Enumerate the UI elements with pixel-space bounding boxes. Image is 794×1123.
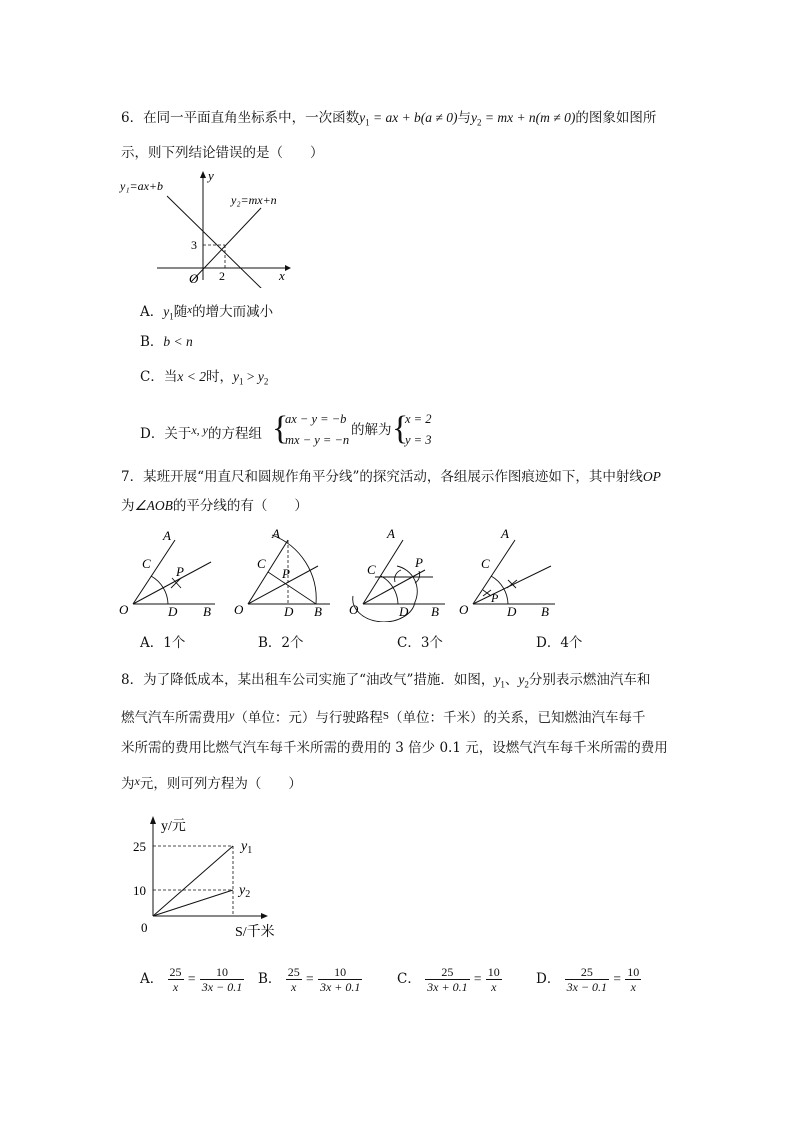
q6-option-c-y2: y bbox=[257, 369, 264, 384]
q7-f4-label-b: B bbox=[541, 604, 549, 619]
q8-b-ln: 25 bbox=[287, 965, 300, 979]
q8-ylabel: y/元 bbox=[161, 819, 186, 834]
q7-option-d[interactable]: D．4个 bbox=[536, 635, 583, 651]
q7-f1-label-a: A bbox=[163, 528, 171, 543]
q7-f4-label-c: C bbox=[481, 556, 490, 571]
q8-stem-y1-sub: 1 bbox=[500, 679, 505, 690]
q8-option-d-right-frac bbox=[625, 965, 641, 994]
q7-f3-label-d: D bbox=[399, 604, 409, 619]
q8-a-rn: 10 bbox=[200, 965, 244, 980]
q7-stem-op: OP bbox=[642, 469, 661, 484]
q6-line-y1 bbox=[167, 196, 263, 288]
q6-axis-x-label: x bbox=[279, 268, 285, 283]
q7-figure-3 bbox=[345, 522, 455, 622]
q8-c-rd: x bbox=[491, 980, 497, 994]
q6-tick-3: 3 bbox=[191, 238, 197, 252]
q8-stem-y2: y bbox=[518, 672, 525, 687]
q7-option-c[interactable]: C．3个 bbox=[397, 635, 443, 651]
q6-option-d-brace-2: { bbox=[392, 410, 409, 447]
q6-option-c-mid: 时， bbox=[205, 369, 233, 385]
q8-a-ld: x bbox=[172, 980, 179, 994]
q7-f3-label-o: O bbox=[349, 602, 359, 617]
q8-option-b-eq: = bbox=[306, 971, 314, 986]
q8-option-a-eq: = bbox=[187, 971, 196, 986]
q8-xlabel: S/千米 bbox=[235, 925, 275, 940]
q6-option-c-sub1: 1 bbox=[238, 376, 244, 387]
q6-option-a-x: x bbox=[187, 304, 193, 316]
q8-line-y1 bbox=[153, 846, 233, 916]
q6-option-d-vars: x, y bbox=[191, 423, 208, 437]
q7-f3-label-c: C bbox=[367, 562, 376, 577]
q8-d-ld: 3x − 0.1 bbox=[566, 980, 608, 994]
q8-stem-text4a: 为 bbox=[121, 776, 135, 792]
q6-option-a[interactable] bbox=[140, 301, 273, 326]
q8-option-a-letter: A． bbox=[140, 971, 164, 987]
q7-figure-4 bbox=[455, 522, 565, 622]
q7-figure-1 bbox=[115, 522, 225, 622]
q6-option-d-brace-1: { bbox=[272, 410, 289, 447]
q8-option-c[interactable] bbox=[397, 962, 502, 996]
q8-origin: 0 bbox=[141, 920, 148, 935]
q8-stem-line2 bbox=[121, 706, 645, 727]
q7-stem-line1 bbox=[121, 468, 661, 486]
q7-figure-2 bbox=[230, 522, 340, 622]
q7-f2-label-b: B bbox=[314, 604, 322, 619]
q8-option-b-letter: B． bbox=[258, 971, 282, 987]
q8-figure bbox=[125, 808, 295, 943]
q7-stem-end: 的平分线的有（ ） bbox=[172, 498, 308, 514]
q8-b-ld: x bbox=[291, 980, 297, 994]
q7-stem-angle: ∠AOB bbox=[134, 498, 173, 513]
q8-option-a-left-frac bbox=[168, 965, 184, 994]
q7-f1-label-b: B bbox=[203, 604, 211, 619]
q8-option-d-letter: D． bbox=[536, 971, 561, 987]
q6-option-c-letter: C．当 bbox=[140, 369, 178, 385]
q7-f2-label-a: A bbox=[272, 526, 280, 541]
q8-a-rd: 3x − 0.1 bbox=[201, 980, 243, 994]
q8-b-rd: 3x + 0.1 bbox=[319, 980, 361, 994]
q6-option-c-cond: x < 2 bbox=[177, 369, 206, 384]
q6-option-d-letter: D．关于 bbox=[140, 426, 192, 442]
q8-stem-text1-end: 分别表示燃油汽车和 bbox=[528, 672, 651, 688]
q6-func1-sub: 1 bbox=[365, 117, 370, 128]
q6-option-b[interactable] bbox=[140, 333, 193, 351]
q8-x-arrow bbox=[261, 913, 268, 919]
q8-option-b[interactable] bbox=[258, 962, 362, 996]
q6-func2-expr: = mx + n(m ≠ 0) bbox=[481, 110, 576, 125]
q7-f3-label-a: A bbox=[387, 526, 395, 541]
q8-stem-text1: 8．为了降低成本，某出租车公司实施了“油改气”措施．如图， bbox=[121, 672, 495, 688]
q6-option-d-sol1: x = 2 bbox=[405, 412, 432, 426]
q7-f1-label-o: O bbox=[119, 602, 129, 617]
q8-label-y1: $y_1$ bbox=[241, 839, 253, 856]
q8-stem-y1: y bbox=[494, 672, 501, 687]
q8-tick-10: 10 bbox=[133, 883, 146, 898]
q8-c-ld: 3x + 0.1 bbox=[427, 980, 468, 994]
q6-label-y1: y₁=ax+b bbox=[120, 179, 164, 193]
q8-stem-y2-sub: 2 bbox=[524, 679, 529, 690]
q7-f3-label-p: P bbox=[415, 555, 423, 570]
q6-func1-expr: = ax + b(a ≠ 0) bbox=[369, 110, 458, 125]
q7-f1-label-c: C bbox=[142, 556, 151, 571]
q6-option-c[interactable] bbox=[140, 368, 268, 391]
q7-option-b[interactable]: B．2个 bbox=[258, 635, 304, 651]
q8-stem-y: y bbox=[229, 708, 235, 722]
q8-option-d-eq: = bbox=[613, 971, 621, 986]
q8-option-c-letter: C． bbox=[397, 971, 421, 987]
q6-option-a-sub: 1 bbox=[169, 311, 174, 322]
q8-d-rd: x bbox=[630, 980, 636, 994]
q7-f2-label-p: P bbox=[282, 566, 290, 581]
q7-f4-label-a: A bbox=[501, 526, 509, 541]
q7-f2-label-d: D bbox=[284, 604, 294, 619]
q8-option-c-eq: = bbox=[473, 971, 482, 986]
q7-f1-label-d: D bbox=[168, 604, 178, 619]
q8-c-ln: 25 bbox=[425, 965, 469, 980]
q7-f1-label-p: P bbox=[176, 564, 184, 579]
q6-figure bbox=[115, 168, 295, 288]
q8-c-rn: 10 bbox=[487, 965, 500, 979]
q8-d-rn: 10 bbox=[627, 965, 640, 979]
q7-f2-label-o: O bbox=[234, 602, 244, 617]
q8-label-y2: $y_2$ bbox=[239, 883, 251, 900]
q6-option-a-y: y bbox=[163, 304, 170, 319]
q6-stem-end: 的图象如图所 bbox=[575, 110, 657, 126]
q7-f3-label-b: B bbox=[431, 604, 439, 619]
q6-func2-sub: 2 bbox=[476, 117, 482, 128]
q6-tick-2: 2 bbox=[219, 269, 225, 283]
q8-stem-text2c: （单位：千米）的关系，已知燃油汽车每千 bbox=[388, 710, 646, 726]
q8-d-ln: 25 bbox=[565, 965, 609, 980]
q6-option-c-y1: y bbox=[232, 369, 239, 384]
q8-stem-text2b: （单位：元）与行驶路程 bbox=[234, 710, 383, 726]
q8-line-y2 bbox=[153, 890, 233, 916]
q6-func2-y: y bbox=[470, 110, 477, 125]
q6-option-a-mid: 随 bbox=[173, 304, 188, 320]
q7-stem-pre: 为 bbox=[121, 498, 135, 514]
q6-option-d-eq2: mx − y = −n bbox=[285, 433, 350, 447]
q8-y-arrow bbox=[150, 816, 156, 824]
q6-option-c-sub2: 2 bbox=[263, 376, 269, 387]
q6-stem-line2: 示，则下列结论错误的是（ ） bbox=[121, 145, 324, 161]
q7-stem-text: 7．某班开展“用直尺和圆规作角平分线”的探究活动，各组展示作图痕迹如下，其中射线 bbox=[121, 469, 643, 485]
q6-func1-y: y bbox=[359, 110, 366, 125]
q7-f2-label-c: C bbox=[257, 556, 266, 571]
q6-stem-text: 6．在同一平面直角坐标系中，一次函数 bbox=[121, 110, 360, 126]
q8-tick-25: 25 bbox=[133, 839, 146, 854]
q7-f4-label-d: D bbox=[507, 604, 517, 619]
q6-option-d-sol2: y = 3 bbox=[405, 433, 432, 447]
q8-stem-text2a: 燃气汽车所需费用 bbox=[121, 710, 229, 726]
q6-option-d-lead bbox=[140, 421, 262, 443]
q6-and: 与 bbox=[457, 110, 471, 126]
q8-option-b-right-frac bbox=[318, 965, 362, 994]
q8-option-d-left-frac bbox=[565, 965, 609, 994]
q8-b-rn: 10 bbox=[318, 965, 362, 980]
q6-y-arrow bbox=[200, 171, 206, 178]
q8-option-a-right-frac bbox=[200, 965, 244, 994]
q6-option-d-eq1: ax − y = −b bbox=[285, 412, 347, 426]
q8-option-c-left-frac bbox=[425, 965, 469, 994]
q7-f4-label-o: O bbox=[459, 602, 469, 617]
q8-stem-line4 bbox=[121, 772, 302, 793]
q8-stem-x: x bbox=[134, 774, 140, 788]
q8-stem-sep: 、 bbox=[504, 672, 519, 688]
q8-option-b-left-frac bbox=[286, 965, 302, 994]
q6-stem-line1 bbox=[121, 109, 656, 132]
q6-option-a-letter: A． bbox=[140, 304, 164, 320]
q6-option-d-sol-text: 的解为 bbox=[351, 422, 392, 438]
q6-origin-label: O bbox=[189, 271, 199, 286]
q6-option-b-text: b < n bbox=[163, 334, 193, 349]
q6-option-b-letter: B． bbox=[140, 334, 164, 350]
q8-option-c-right-frac bbox=[486, 965, 502, 994]
q6-axis-y-label: y bbox=[208, 168, 214, 183]
q6-option-d-mid: 的方程组 bbox=[207, 426, 262, 442]
q8-option-d[interactable] bbox=[536, 962, 641, 996]
q6-label-y2: y₂=mx+n bbox=[231, 193, 277, 207]
q8-option-a[interactable] bbox=[140, 962, 244, 996]
q7-option-a[interactable]: A．1个 bbox=[140, 635, 186, 651]
q8-stem-text4b: 元，则可列方程为（ ） bbox=[139, 776, 302, 792]
q6-option-a-end: 的增大而减小 bbox=[192, 304, 274, 320]
q6-line-y2 bbox=[191, 208, 261, 282]
q8-stem-line3: 米所需的费用比燃气汽车每千米所需的费用的 3 倍少 0.1 元，设燃气汽车每千米所需的费用 bbox=[121, 740, 668, 756]
q6-x-arrow bbox=[285, 265, 291, 271]
q8-stem-line1 bbox=[121, 671, 650, 694]
q7-stem-line2 bbox=[121, 497, 308, 515]
q6-option-c-gt: > bbox=[243, 369, 258, 384]
q8-a-ln: 25 bbox=[169, 965, 182, 979]
q8-stem-s: S bbox=[382, 710, 389, 722]
q7-f4-label-p: P bbox=[491, 591, 499, 605]
